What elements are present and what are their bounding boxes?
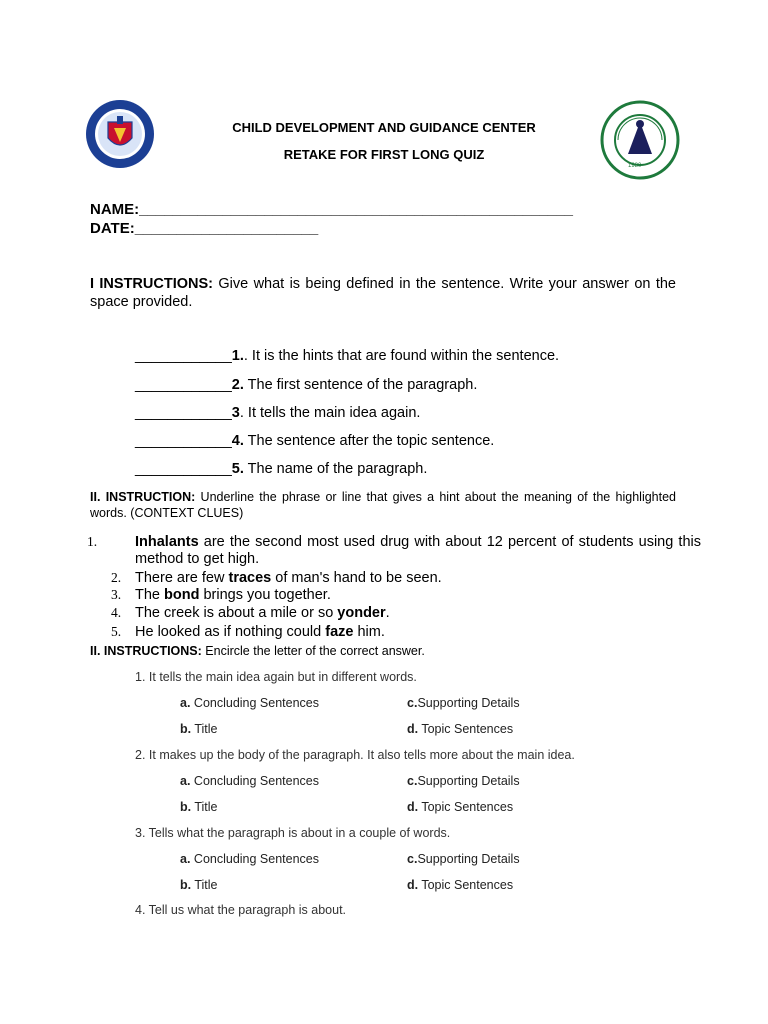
logo-year: 1980 bbox=[628, 163, 642, 169]
option-letter[interactable]: a. bbox=[180, 696, 191, 710]
item-text-post: brings you together. bbox=[199, 587, 331, 603]
option-a[interactable] bbox=[180, 852, 319, 866]
highlighted-word: Inhalants bbox=[135, 534, 199, 550]
date-field[interactable]: DATE:______________________ bbox=[90, 220, 319, 237]
item-number: 4. bbox=[231, 433, 244, 449]
option-text: Title bbox=[191, 722, 218, 736]
section1-text: Give what is being defined in the sentence. Write your answer on the space provided. bbox=[90, 276, 676, 310]
item-number: 5. bbox=[231, 461, 244, 477]
option-d[interactable] bbox=[407, 722, 513, 736]
definition-item-4 bbox=[135, 433, 494, 449]
item-number: 3 bbox=[231, 405, 240, 421]
option-c[interactable] bbox=[407, 852, 520, 866]
quiz-title: RETAKE FOR FIRST LONG QUIZ bbox=[283, 147, 485, 162]
answer-blank[interactable]: ____________ bbox=[135, 461, 232, 477]
option-letter[interactable]: a. bbox=[180, 852, 191, 866]
option-letter[interactable]: b. bbox=[180, 800, 192, 814]
option-letter[interactable]: a. bbox=[180, 774, 191, 788]
mc-question-4: 4. Tell us what the paragraph is about. bbox=[135, 903, 347, 917]
option-text: Concluding Sentences bbox=[190, 774, 319, 788]
item-text-pre: He looked as if nothing could bbox=[135, 624, 326, 640]
section3-label: II. INSTRUCTIONS: bbox=[90, 644, 202, 658]
section2-text: Underline the phrase or line that gives a hint about the meaning of the highlighted words. (CONTEXT CLUES) bbox=[90, 490, 676, 520]
option-a[interactable] bbox=[180, 774, 319, 788]
option-letter[interactable]: c. bbox=[407, 696, 418, 710]
section2-instructions bbox=[90, 489, 676, 521]
cdgc-seal-logo bbox=[600, 100, 680, 180]
mc-question-2: 2. It makes up the body of the paragraph. It also tells more about the main idea. bbox=[135, 748, 575, 762]
item-text: The sentence after the topic sentence. bbox=[243, 433, 495, 449]
name-field[interactable]: NAME:____________________________________________________ bbox=[90, 201, 573, 218]
option-letter[interactable]: c. bbox=[407, 852, 418, 866]
item-text: . It tells the main idea again. bbox=[239, 405, 421, 421]
option-letter[interactable]: d. bbox=[407, 800, 419, 814]
section3-instructions bbox=[90, 643, 676, 659]
option-d[interactable] bbox=[407, 878, 513, 892]
definition-item-1 bbox=[135, 348, 559, 364]
option-a[interactable] bbox=[180, 696, 319, 710]
answer-blank[interactable]: ____________ bbox=[135, 377, 232, 393]
item-number: 4. bbox=[111, 605, 122, 620]
context-clue-item-5 bbox=[111, 623, 677, 641]
option-text: Supporting Details bbox=[417, 852, 520, 866]
answer-blank[interactable]: ____________ bbox=[135, 348, 232, 364]
answer-blank[interactable]: ____________ bbox=[135, 433, 232, 449]
item-text-post: of man's hand to be seen. bbox=[271, 570, 442, 586]
context-clue-item-3 bbox=[111, 586, 677, 604]
option-c[interactable] bbox=[407, 696, 520, 710]
option-text: Supporting Details bbox=[417, 774, 520, 788]
option-text: Title bbox=[191, 878, 218, 892]
item-number: 1. bbox=[87, 534, 98, 549]
section1-instructions bbox=[90, 275, 676, 311]
item-number: 2. bbox=[111, 570, 122, 585]
answer-blank[interactable]: ____________ bbox=[135, 405, 232, 421]
option-b[interactable] bbox=[180, 800, 218, 814]
option-text: Topic Sentences bbox=[418, 722, 514, 736]
item-number: 1. bbox=[231, 348, 244, 364]
mc-question-1: 1. It tells the main idea again but in different words. bbox=[135, 670, 417, 684]
deped-seal-logo bbox=[84, 98, 156, 170]
option-text: Concluding Sentences bbox=[190, 852, 319, 866]
option-text: Topic Sentences bbox=[418, 800, 514, 814]
option-letter[interactable]: c. bbox=[407, 774, 418, 788]
item-number: 3. bbox=[111, 587, 122, 602]
highlighted-word: yonder bbox=[337, 605, 386, 621]
item-text: The first sentence of the paragraph. bbox=[243, 377, 478, 393]
section1-label: I INSTRUCTIONS: bbox=[90, 276, 213, 292]
item-text: . It is the hints that are found within the sentence. bbox=[243, 348, 560, 364]
definition-item-3 bbox=[135, 405, 420, 421]
section2-label: II. INSTRUCTION: bbox=[90, 490, 196, 504]
mc-question-3: 3. Tells what the paragraph is about in a couple of words. bbox=[135, 826, 451, 840]
option-b[interactable] bbox=[180, 878, 218, 892]
item-text: The name of the paragraph. bbox=[243, 461, 428, 477]
item-text-pre: The bbox=[135, 587, 165, 603]
highlighted-word: bond bbox=[164, 587, 200, 603]
context-clue-item-1 bbox=[87, 533, 701, 568]
highlighted-word: traces bbox=[228, 570, 272, 586]
item-text-post: are the second most used drug with about 12 percent of students using this method to get high. bbox=[135, 534, 701, 567]
option-c[interactable] bbox=[407, 774, 520, 788]
item-text-post: . bbox=[385, 605, 390, 621]
item-text-pre: The creek is about a mile or so bbox=[135, 605, 338, 621]
item-text-post: him. bbox=[353, 624, 385, 640]
definition-item-5 bbox=[135, 461, 427, 477]
context-clue-item-2 bbox=[111, 569, 677, 587]
option-d[interactable] bbox=[407, 800, 513, 814]
option-b[interactable] bbox=[180, 722, 218, 736]
definition-item-2 bbox=[135, 377, 477, 393]
section3-text: Encircle the letter of the correct answer. bbox=[201, 644, 425, 658]
highlighted-word: faze bbox=[325, 624, 354, 640]
school-title: CHILD DEVELOPMENT AND GUIDANCE CENTER bbox=[232, 120, 536, 135]
option-text: Supporting Details bbox=[417, 696, 520, 710]
option-letter[interactable]: b. bbox=[180, 722, 192, 736]
option-letter[interactable]: d. bbox=[407, 722, 419, 736]
option-text: Title bbox=[191, 800, 218, 814]
context-clue-item-4 bbox=[111, 604, 677, 622]
option-letter[interactable]: d. bbox=[407, 878, 419, 892]
option-text: Concluding Sentences bbox=[190, 696, 319, 710]
option-letter[interactable]: b. bbox=[180, 878, 192, 892]
item-number: 2. bbox=[231, 377, 244, 393]
option-text: Topic Sentences bbox=[418, 878, 514, 892]
item-text-pre: There are few bbox=[135, 570, 229, 586]
item-number: 5. bbox=[111, 624, 122, 639]
